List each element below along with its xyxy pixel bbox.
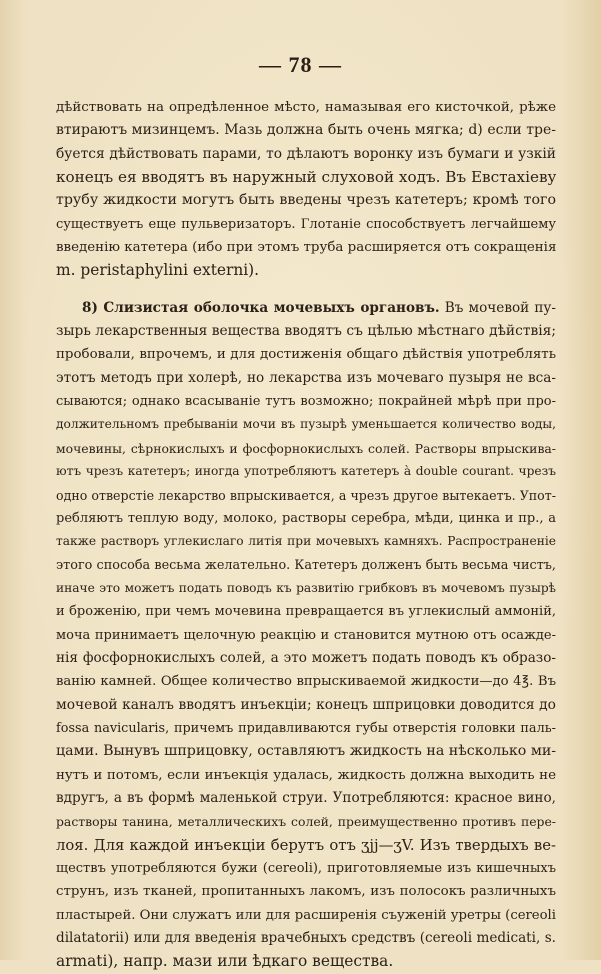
text-line: растворы танина, металлическихъ солей, преимущественно противъ пере- [56,814,556,830]
text-line: цами. Вынувъ шприцовку, оставляютъ жидкость на нѣсколько ми- [56,743,556,760]
text-line: мочевины, сѣрнокислыхъ и фосфорнокислыхъ солей. Растворы впрыскива- [56,440,556,456]
text-line: дѣйствовать на опредѣленное мѣсто, намазывая его кисточкой, рѣже [56,100,556,115]
text-line: пробовали, впрочемъ, и для достиженія общаго дѣйствія употреблять [56,347,556,363]
section-heading: 8) Слизистая оболочка мочевыхъ органовъ. [82,299,440,316]
text-line: fossa navicularis, причемъ придавливаются губы отверстія головки паль- [56,720,556,736]
text-line: ютъ чрезъ катетеръ; иногда употребляютъ катетеръ à double courant. чрезъ [56,464,556,479]
page-number: — 78 — [259,52,342,77]
text-line: существуетъ еще пульверизаторъ. Глотаніе способствуетъ легчайшему [56,216,556,232]
text-line: лоя. Для каждой инъекціи берутъ отъ ʒjj—ʒV. Изъ твердыхъ ве- [56,836,556,854]
text-line: введенію катетера (ибо при этомъ труба расширяется отъ сокращенія [56,240,556,256]
text-line: нутъ и потомъ, если инъекція удалась, жидкость должна выходить не [56,767,556,783]
text-line: мочевой каналъ вводятъ инъекціи; конецъ шприцовки доводится до [56,696,556,713]
text-line: ществъ употребляются бужи (cereoli), приготовляемые изъ кишечныхъ [56,861,556,876]
text-line: нія фосфорнокислыхъ солей, а это можетъ подать поводъ къ образо- [56,649,556,666]
text-line: armati), напр. мази или ѣдкаго вещества. [56,952,394,971]
text-line: также растворъ углекислаго литія при мочевыхъ камняхъ. Распространеніе [56,534,556,549]
paragraph-1 [56,96,556,283]
heading-continuation: Въ мочевой пу- [444,299,556,316]
text-line: должительномъ пребываніи мочи въ пузырѣ уменьшается количество воды, [56,417,556,432]
text-line: одно отверстіе лекарство впрыскивается, а чрезъ другое вытекаетъ. Упот- [56,487,556,503]
text-line: ребляютъ теплую воду, молоко, растворы серебра, мѣди, цинка и пр., а [56,510,556,526]
text-line: сываются; однако всасываніе тутъ возможно; покрайней мѣрѣ при про- [56,394,556,410]
text-line: и броженію, при чемъ мочевина превращается въ углекислый аммоній, [56,604,556,620]
text-line: m. peristaphylini externi). [56,261,260,280]
text-line: ванію камней. Общее количество впрыскиваемой жидкости—до 4℥. Въ [56,674,556,690]
text-line: струнъ, изъ тканей, пропитанныхъ лакомъ, изъ полосокъ различныхъ [56,884,556,900]
text-line: пластырей. Они служатъ или для расширенія съуженій уретры (cereoli [56,907,556,923]
text-line: зырь лекарственныя вещества вводятъ съ цѣлью мѣстнаго дѣйствія; [56,323,556,340]
text-line: вдругъ, а въ формѣ маленькой струи. Употребляются: красное вино, [56,789,556,806]
paragraph-gap [56,283,556,297]
text-line: трубу жидкости могутъ быть введены чрезъ катетеръ; кромѣ того [56,192,556,209]
body-text [56,96,556,974]
text-line: моча принимаетъ щелочную реакцію и становится мутною отъ осажде- [56,627,556,643]
section-heading-line [56,297,556,320]
text-line: конецъ ея вводятъ въ наружный слуховой ходъ. Въ Евстахіеву [56,168,556,187]
text-line: втираютъ мизинцемъ. Мазь должна быть очень мягка; d) если тре- [56,122,556,139]
paragraph-2 [56,297,556,974]
text-line: буется дѣйствовать парами, то дѣлаютъ воронку изъ бумаги и узкій [56,145,556,162]
text-line: этотъ методъ при холерѣ, но лекарства изъ мочеваго пузыря не вса- [56,369,556,386]
text-line: иначе это можетъ подать поводъ къ развитію грибковъ въ мочевомъ пузырѣ [56,580,556,595]
text-line: этого способа весьма желательно. Катетеръ долженъ быть весьма чистъ, [56,557,556,573]
text-line: dilatatorii) или для введенія врачебныхъ средствъ (cereoli medicati, s. [56,930,556,947]
